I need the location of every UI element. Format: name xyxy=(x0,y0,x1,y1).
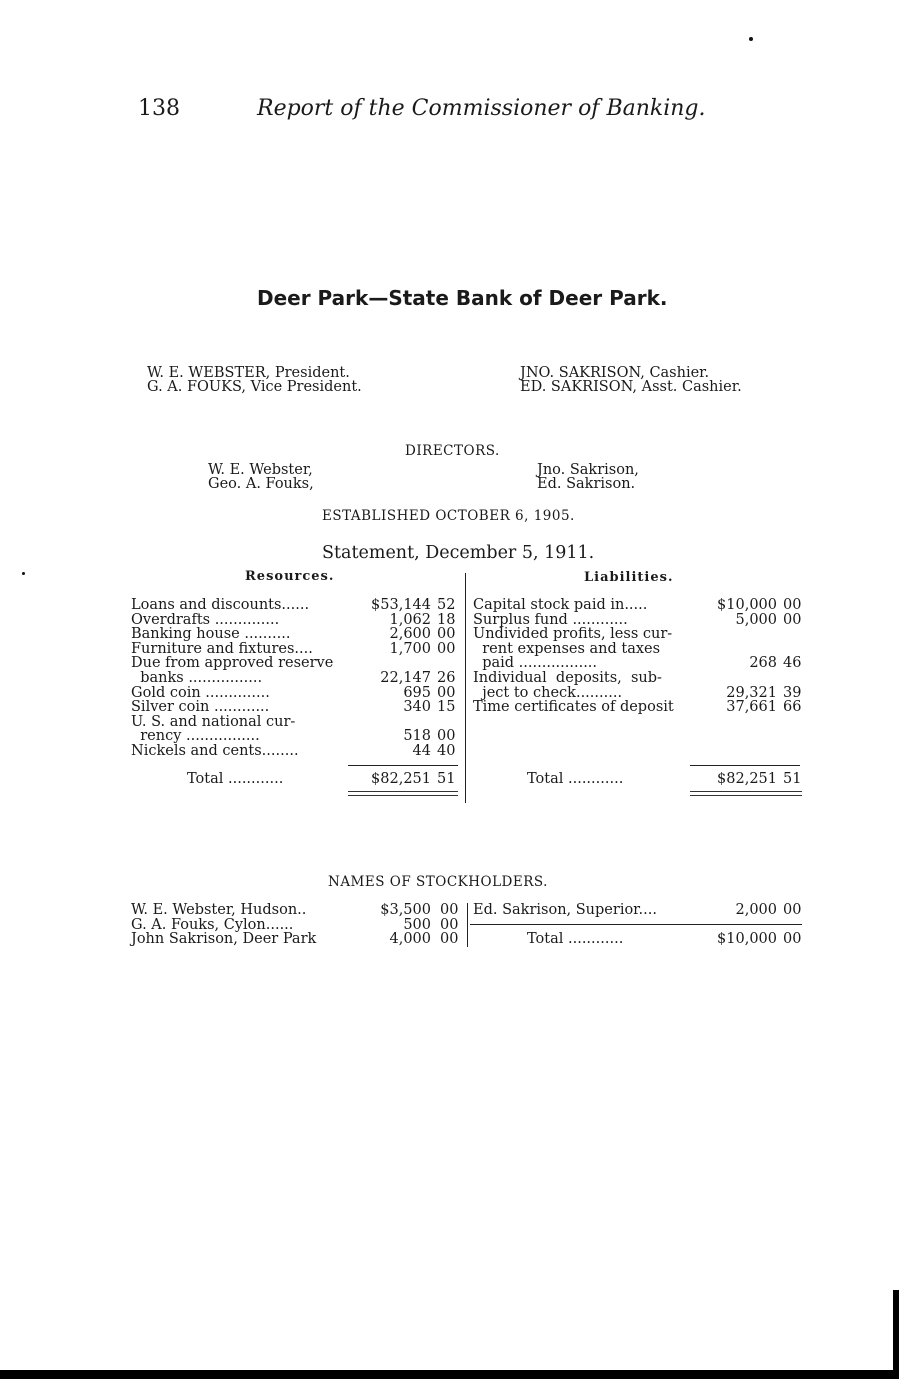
running-title: Report of the Commissioner of Banking. xyxy=(257,96,706,121)
resources-double-rule xyxy=(348,791,458,796)
liability-label: Time certificates of deposit xyxy=(473,699,674,716)
resource-cents: 40 xyxy=(437,743,456,759)
stockholders-column-divider xyxy=(467,903,468,947)
resources-total-rule xyxy=(348,765,458,766)
stockholder-name: John Sakrison, Deer Park xyxy=(131,931,317,948)
bank-title: Deer Park—State Bank of Deer Park. xyxy=(257,286,668,310)
resource-dollars: $53,144 xyxy=(371,597,431,613)
liabilities-total-label: Total ............ xyxy=(527,771,624,787)
resource-dollars: 1,700 xyxy=(389,640,431,657)
established-line: ESTABLISHED OCTOBER 6, 1905. xyxy=(322,508,575,524)
liability-cents: 00 xyxy=(783,597,802,613)
stockholders-total-rule xyxy=(470,924,802,925)
stockholders-total-label: Total ............ xyxy=(527,931,624,948)
stockholder-dollars: $3,500 xyxy=(380,902,431,918)
scan-edge-bottom xyxy=(0,1370,899,1379)
stockholder-name: W. E. Webster, Hudson.. xyxy=(131,902,307,918)
liability-label: ject to check.......... xyxy=(473,684,623,701)
statement-title: Statement, December 5, 1911. xyxy=(322,543,595,563)
liability-label: Surplus fund ............ xyxy=(473,611,628,628)
stockholder-cents: 00 xyxy=(440,902,459,918)
resource-label: rency ................ xyxy=(131,728,260,745)
liability-cents: 46 xyxy=(783,655,802,672)
resource-label: Gold coin .............. xyxy=(131,684,270,701)
resources-heading: Resources. xyxy=(245,569,335,584)
liabilities-total-rule xyxy=(690,765,800,766)
scan-speck xyxy=(749,37,753,41)
resources-total-label: Total ............ xyxy=(187,771,284,787)
officer-vice-president: G. A. FOUKS, Vice President. xyxy=(147,379,362,395)
resource-dollars: 22,147 xyxy=(380,670,431,686)
resource-dollars: 1,062 xyxy=(389,611,431,628)
liability-dollars: 37,661 xyxy=(726,699,777,716)
liabilities-total-dollars: $82,251 xyxy=(717,771,777,787)
resource-cents: 00 xyxy=(437,640,456,657)
stockholders-total-dollars: $10,000 xyxy=(717,931,777,948)
stockholder-cents: 00 xyxy=(440,916,459,933)
stockholder-name: Ed. Sakrison, Superior.... xyxy=(473,902,657,918)
resources-total-dollars: $82,251 xyxy=(371,771,431,787)
liability-cents: 66 xyxy=(783,699,802,716)
liabilities-heading: Liabilities. xyxy=(584,570,674,585)
resource-cents: 00 xyxy=(437,728,456,745)
resource-cents: 00 xyxy=(437,684,456,701)
statement-column-divider xyxy=(465,573,466,803)
resource-cents: 15 xyxy=(437,699,456,716)
resource-label: banks ................ xyxy=(131,670,263,686)
liability-label: paid ................. xyxy=(473,655,598,672)
resource-dollars: 44 xyxy=(412,743,431,759)
liability-dollars: $10,000 xyxy=(717,597,777,613)
stockholders-total-cents: 00 xyxy=(783,931,802,948)
director-right-2: Ed. Sakrison. xyxy=(537,476,636,492)
resource-label: Overdrafts .............. xyxy=(131,611,280,628)
resource-cents: 26 xyxy=(437,670,456,686)
stockholder-cents: 00 xyxy=(783,902,802,918)
officer-president: W. E. WEBSTER, President. xyxy=(147,365,350,381)
liability-label: rent expenses and taxes xyxy=(473,640,661,657)
liability-dollars: 268 xyxy=(749,655,777,672)
liability-label: Individual deposits, sub- xyxy=(473,670,662,686)
liabilities-double-rule xyxy=(690,791,802,796)
director-left-1: W. E. Webster, xyxy=(208,462,313,478)
director-right-1: Jno. Sakrison, xyxy=(537,462,639,478)
stockholder-dollars: 4,000 xyxy=(389,931,431,948)
stockholder-name: G. A. Fouks, Cylon...... xyxy=(131,916,294,933)
resource-cents: 00 xyxy=(437,626,456,643)
liability-label: Capital stock paid in..... xyxy=(473,597,648,613)
scan-speck xyxy=(22,572,25,575)
resource-label: U. S. and national cur- xyxy=(131,713,296,730)
officer-cashier: JNO. SAKRISON, Cashier. xyxy=(520,365,710,381)
resource-dollars: 695 xyxy=(403,684,431,701)
resource-label: Nickels and cents........ xyxy=(131,743,299,759)
scan-edge-right xyxy=(893,1290,899,1379)
liability-cents: 00 xyxy=(783,611,802,628)
officer-asst-cashier: ED. SAKRISON, Asst. Cashier. xyxy=(520,379,742,395)
liability-label: Undivided profits, less cur- xyxy=(473,626,673,643)
stockholders-heading: NAMES OF STOCKHOLDERS. xyxy=(328,874,548,890)
stockholder-dollars: 2,000 xyxy=(735,902,777,918)
resource-cents: 18 xyxy=(437,611,456,628)
liabilities-total-cents: 51 xyxy=(783,771,802,787)
stockholder-cents: 00 xyxy=(440,931,459,948)
stockholder-dollars: 500 xyxy=(403,916,431,933)
resource-cents: 52 xyxy=(437,597,456,613)
resource-label: Furniture and fixtures.... xyxy=(131,640,313,657)
resource-dollars: 518 xyxy=(403,728,431,745)
resource-label: Due from approved reserve xyxy=(131,655,334,672)
director-left-2: Geo. A. Fouks, xyxy=(208,476,314,492)
resource-dollars: 340 xyxy=(403,699,431,716)
directors-heading: DIRECTORS. xyxy=(405,443,500,459)
resource-dollars: 2,600 xyxy=(389,626,431,643)
resource-label: Loans and discounts...... xyxy=(131,597,310,613)
resources-total-cents: 51 xyxy=(437,771,456,787)
resource-label: Silver coin ............ xyxy=(131,699,270,716)
liability-dollars: 5,000 xyxy=(735,611,777,628)
liability-cents: 39 xyxy=(783,684,802,701)
liability-dollars: 29,321 xyxy=(726,684,777,701)
resource-label: Banking house .......... xyxy=(131,626,291,643)
page-number: 138 xyxy=(138,96,180,121)
